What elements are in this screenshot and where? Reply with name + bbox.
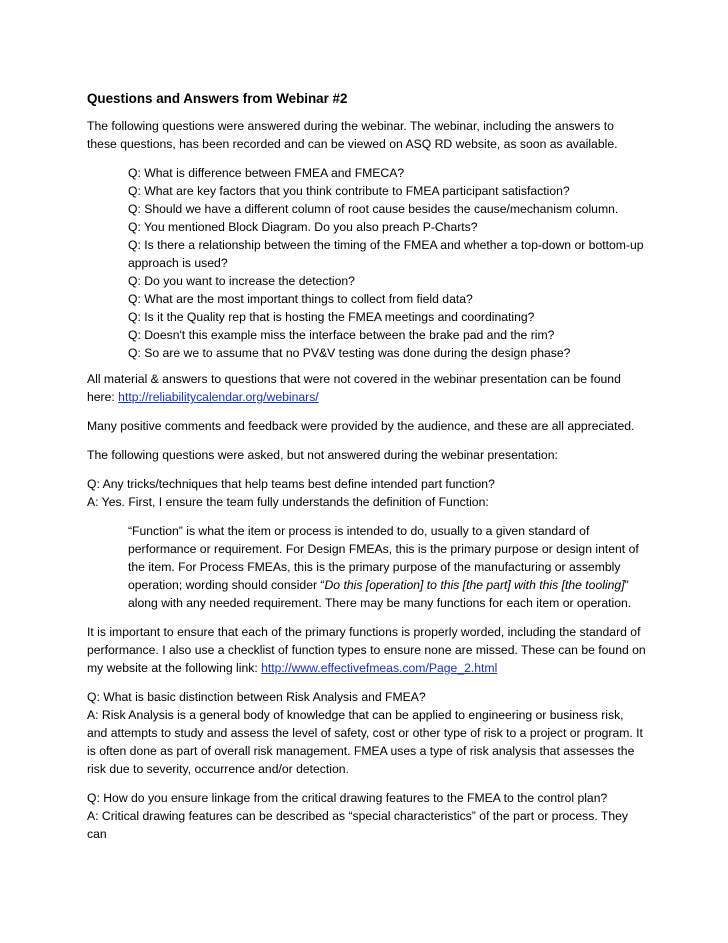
quote-italic: Do this [operation] to this [the part] with this [the tooling] (324, 578, 625, 592)
list-item: Q: Doesn't this example miss the interface between the brake pad and the rim? (128, 328, 555, 342)
qa2-answer: A: Risk Analysis is a general body of knowledge that can be applied to engineering or business risk, and attempts to study and assess the level of safety, cost or other type of risk to a project or program. It is often done as part of overall risk management. FMEA uses a type of risk analysis that assesses the risk due to severity, occurrence and/or detection. (87, 708, 643, 776)
list-item: Q: Should we have a different column of root cause besides the cause/mechanism column. (128, 202, 619, 216)
qa1-question: Q: Any tricks/techniques that help teams best define intended part function? (87, 477, 495, 491)
webinars-link[interactable]: http://reliabilitycalendar.org/webinars/ (118, 390, 319, 404)
list-item: Q: Is there a relationship between the timing of the FMEA and whether a top-down or bottom-up approach is used? (128, 238, 644, 270)
list-item: Q: You mentioned Block Diagram. Do you also preach P-Charts? (128, 220, 478, 234)
effectivefmeas-link[interactable]: http://www.effectivefmeas.com/Page_2.html (261, 661, 498, 675)
intro-paragraph: The following questions were answered during the webinar. The webinar, including the answers to these questions, has been recorded and can be viewed on ASQ RD website, as soon as available. (87, 119, 618, 151)
document-title: Questions and Answers from Webinar #2 (87, 91, 348, 106)
feedback-paragraph: Many positive comments and feedback were provided by the audience, and these are all appreciated. (87, 419, 635, 433)
followup-text: It is important to ensure that each of the primary functions is properly worded, including the standard of performance. I also use a checklist of function types to ensure none are missed. These can be found on my website at the following link: (87, 625, 646, 675)
quote-end: ” along with any needed requirement. There may be many functions for each item or operation. (128, 578, 632, 610)
document-page (87, 89, 647, 843)
list-item: Q: What is difference between FMEA and FMECA? (128, 166, 405, 180)
not-answered-intro: The following questions were asked, but not answered during the webinar presentation: (87, 448, 558, 462)
list-item: Q: Do you want to increase the detection? (128, 274, 355, 288)
qa3-answer: A: Critical drawing features can be described as “special characteristics” of the part or process. They can (87, 809, 629, 841)
material-text: All material & answers to questions that were not covered in the webinar presentation can be found here: (87, 372, 621, 404)
quote-start: “Function” is what the item or process is intended to do, usually to a given standard of performance or requirement. For Design FMEAs, this is the primary purpose or design intent of the item. For Process FMEAs, this is the primary purpose of the manufacturing or assembly operation; wording should consider “ (128, 524, 639, 592)
qa2-question: Q: What is basic distinction between Risk Analysis and FMEA? (87, 690, 426, 704)
qa1-followup (87, 623, 647, 677)
list-item: Q: Is it the Quality rep that is hosting the FMEA meetings and coordinating? (128, 310, 535, 324)
list-item: Q: What are the most important things to collect from field data? (128, 292, 473, 306)
qa1-answer: A: Yes. First, I ensure the team fully understands the definition of Function: (87, 495, 489, 509)
answered-questions-list (128, 164, 647, 362)
list-item: Q: So are we to assume that no PV&V testing was done during the design phase? (128, 346, 571, 360)
function-definition-quote (128, 522, 647, 612)
qa3-question: Q: How do you ensure linkage from the critical drawing features to the FMEA to the control plan? (87, 791, 608, 805)
list-item: Q: What are key factors that you think contribute to FMEA participant satisfaction? (128, 184, 570, 198)
material-paragraph (87, 370, 647, 406)
